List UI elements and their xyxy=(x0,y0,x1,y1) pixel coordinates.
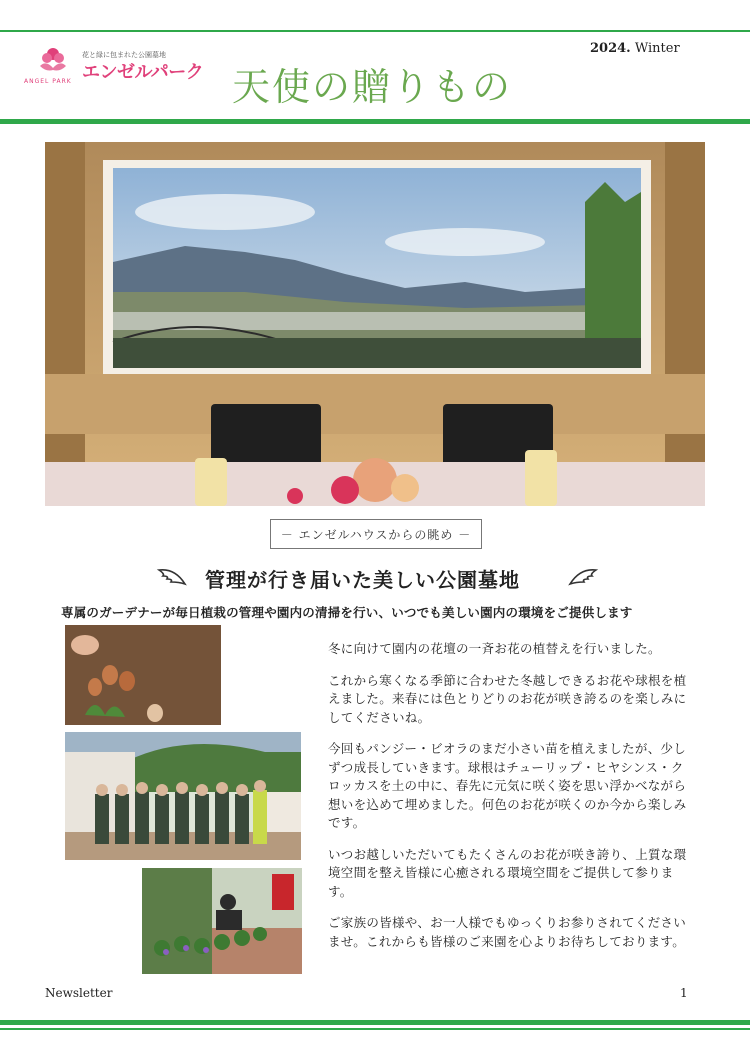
angel-wing-left-icon xyxy=(155,564,187,590)
bulbs-photo xyxy=(65,625,221,725)
section-lead: 専属のガーデナーが毎日植栽の管理や園内の清掃を行い、いつでも美しい園内の環境をご提供します xyxy=(61,605,633,620)
hero-caption: － エンゼルハウスからの眺め － xyxy=(270,519,482,549)
issue-year: 2024. xyxy=(590,41,631,56)
page-number: 1 xyxy=(680,986,688,1000)
footer-newsletter-label: Newsletter xyxy=(45,986,113,1000)
issue-season: Winter xyxy=(634,41,680,56)
hero-photo xyxy=(45,142,705,506)
article-paragraph: これから寒くなる季節に合わせた冬越しできるお花や球根を植えました。来春には色とりどりのお花が咲き誇るのを楽しみにしてくださいね。 xyxy=(328,672,687,725)
article-paragraph: 今回もパンジー・ビオラのまだ小さい苗を植えましたが、少しずつ成長していきます。球根はチューリップ・ヒヤシンス・クロッカスを土の中に、春先に元気に咲く姿を思い浮かべながら想いを込めて埋めました。何色のお花が咲くのか今から楽しみです。 xyxy=(328,741,687,830)
logo-tagline: 花と緑に包まれた公園墓地 xyxy=(82,51,166,59)
newsletter-title: 天使の贈りもの xyxy=(232,65,513,109)
section-heading-row xyxy=(155,562,600,596)
section-heading: 管理が行き届いた美しい公園墓地 xyxy=(205,568,520,592)
article-paragraph: 冬に向けて園内の花壇の一斉お花の植替えを行いました。 xyxy=(328,641,661,656)
footer-bottom-rule xyxy=(0,1028,750,1030)
logo-sub: ANGEL PARK xyxy=(24,78,72,85)
logo-name: エンゼルパーク xyxy=(82,62,204,83)
header-bottom-rule xyxy=(0,119,750,124)
footer-top-rule xyxy=(0,1020,750,1025)
angel-flower-icon xyxy=(36,44,70,78)
header-top-rule xyxy=(0,30,750,32)
gardener-planting-photo xyxy=(142,868,302,974)
article-body xyxy=(328,640,690,964)
issue-label xyxy=(590,41,680,56)
article-paragraph: いつお越しいただいてもたくさんのお花が咲き誇り、上質な環境空間を整え皆様に心癒される環境空間をご提供して参ります。 xyxy=(328,846,687,899)
gardeners-group-photo xyxy=(65,732,301,860)
angel-park-logo xyxy=(22,44,222,90)
article-paragraph: ご家族の皆様や、お一人様でもゆっくりお参りされてくださいませ。これからも皆様のご来園を心よりお待ちしております。 xyxy=(328,915,687,949)
angel-wing-right-icon xyxy=(568,564,600,590)
